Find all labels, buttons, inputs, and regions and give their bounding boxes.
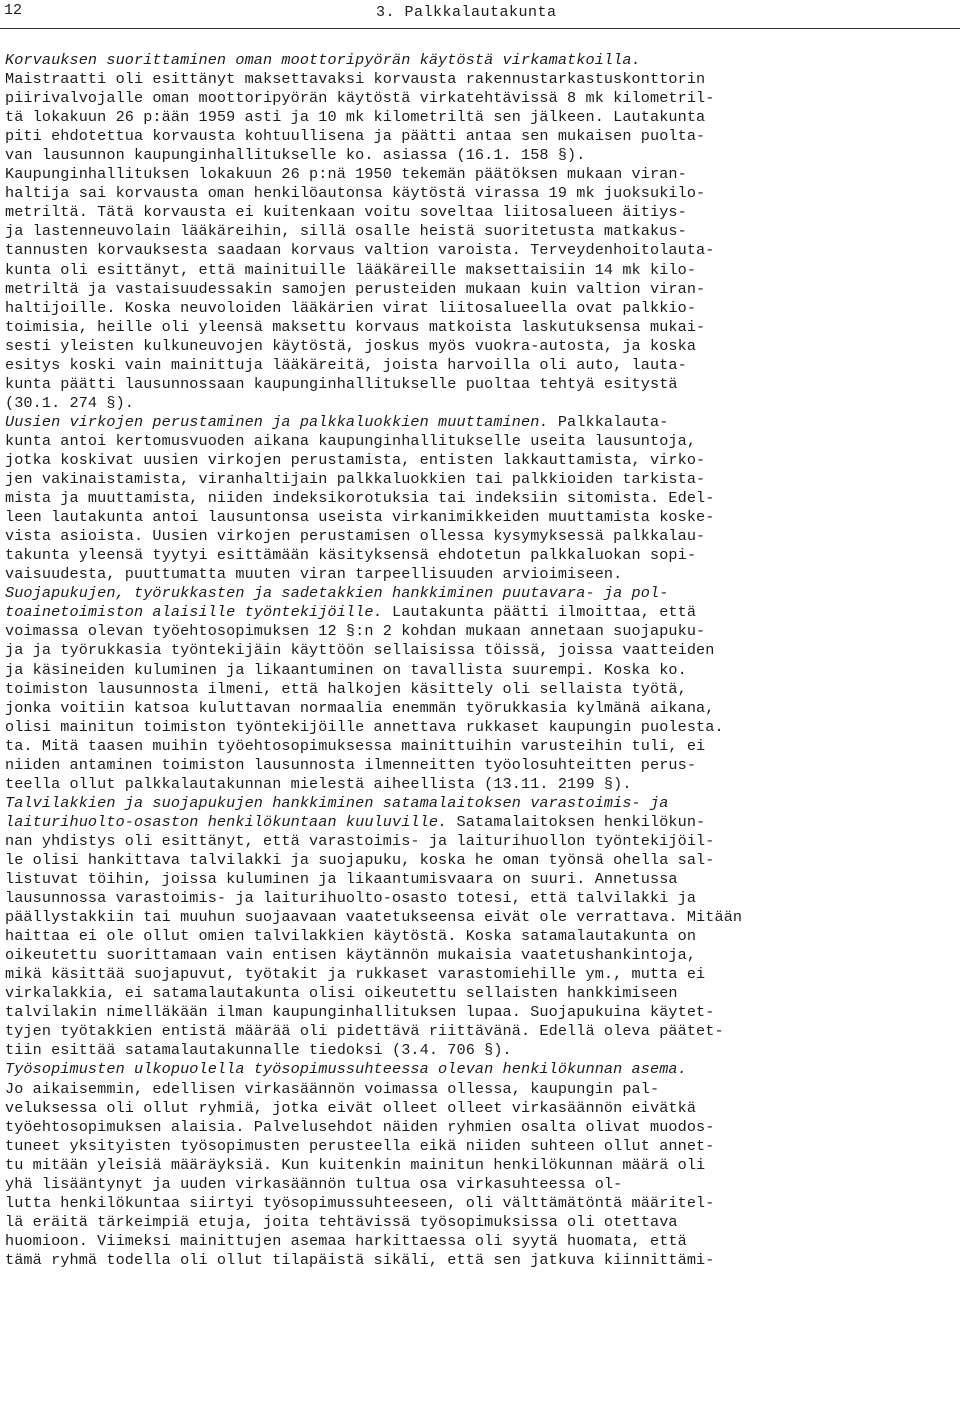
text-line (5, 184, 955, 203)
text-segment: lutta henkilökuntaa siirtyi työsopimussuhteeseen, oli välttämätöntä määritel- (5, 1193, 715, 1212)
text-segment: veluksessa oli ollut ryhmiä, jotka eivät olleet olleet virkasäännön eivätkä (5, 1098, 697, 1117)
text-line (5, 927, 955, 946)
text-segment: lä eräitä tärkeimpiä etuja, joita tehtävissä työsopimuksissa oli otettava (5, 1212, 678, 1231)
text-segment: mikä käsittää suojapuvut, työtakit ja rukkaset varastomiehille ym., mutta ei (5, 965, 706, 984)
text-line (5, 70, 955, 89)
text-segment: ja ja työrukkasia työntekijäin käyttöön sellaisissa töissä, joissa vaatteiden (5, 641, 715, 660)
text-segment: tiin esittää satamalautakunnalle tiedoksi (3.4. 706 §). (5, 1041, 512, 1060)
text-line (5, 337, 955, 356)
text-line (5, 241, 955, 260)
text-line (5, 356, 955, 375)
text-segment: haltijoille. Koska neuvoloiden lääkärien virat liitosalueella ovat palkkio- (5, 298, 697, 317)
text-segment: vista asioista. Uusien virkojen perustamisen ollessa kysymyksessä palkkalau- (5, 527, 706, 546)
text-segment: jotka koskivat uusien virkojen perustamista, entisten lakkauttamista, virko- (5, 450, 706, 469)
text-segment: metriltä ja vastaisuudessakin samojen perusteiden mukaan kuin valtion viran- (5, 279, 706, 298)
text-segment: Satamalaitoksen henkilökun- (447, 812, 706, 831)
text-line (5, 1194, 955, 1213)
text-line (5, 813, 955, 832)
text-segment: metriltä. Tätä korvausta ei kuitenkaan voitu soveltaa liitosalueen äitiys- (5, 203, 687, 222)
text-segment: lausunnossa varastoimis- ja laiturihuolto-osasto totesi, että talvilakki ja (5, 889, 697, 908)
text-line (5, 737, 955, 756)
text-segment: Lautakunta päätti ilmoittaa, että (382, 603, 697, 622)
text-segment: mista ja muuttamista, niiden indeksikorotuksia tai indeksiin sitomista. Edel- (5, 489, 715, 508)
text-line (5, 1137, 955, 1156)
text-segment: kunta oli esittänyt, että mainituille lääkäreille maksettaisiin 14 mk kilo- (5, 260, 697, 279)
text-segment: haittaa ei ole ollut omien talvilakkien käytöstä. Koska satamalautakunta on (5, 927, 697, 946)
page-header (0, 0, 960, 30)
text-line (5, 946, 955, 965)
text-line (5, 1022, 955, 1041)
text-line (5, 1060, 955, 1079)
text-line (5, 318, 955, 337)
text-line (5, 1099, 955, 1118)
text-line (5, 51, 955, 70)
text-segment: työehtosopimuksen alaisia. Palvelusehdot näiden ryhmien osalta olivat muodos- (5, 1117, 715, 1136)
section-heading: Suojapukujen, työrukkasten ja sadetakkien hankkiminen puutavara- ja pol- (5, 584, 669, 603)
text-line (5, 661, 955, 680)
text-segment: ja käsineiden kuluminen ja likaantuminen on tavallista suurempi. Koska ko. (5, 660, 687, 679)
text-line (5, 375, 955, 394)
text-segment: tannusten korvauksesta saadaan korvaus valtion varoista. Terveydenhoitolauta- (5, 241, 715, 260)
text-segment: leen lautakunta antoi lausuntonsa useista virkanimikkeiden muuttamista koske- (5, 508, 715, 527)
text-segment: takunta yleensä tyytyi esittämään käsityksensä ehdotetun palkkaluokan sopi- (5, 546, 697, 565)
text-segment: Palkkalauta- (548, 412, 669, 431)
text-line (5, 146, 955, 165)
text-line (5, 432, 955, 451)
section-heading: Uusien virkojen perustaminen ja palkkaluokkien muuttaminen. (5, 412, 549, 431)
text-line (5, 451, 955, 470)
text-line (5, 508, 955, 527)
text-line (5, 965, 955, 984)
text-line (5, 1041, 955, 1060)
text-segment: piti ehdotettua korvausta kohtuullisena ja päätti antaa sen mukaisen puolta- (5, 127, 706, 146)
text-line (5, 127, 955, 146)
section-heading: laiturihuolto-osaston henkilökuntaan kuuluville. (5, 812, 448, 831)
text-line (5, 908, 955, 927)
text-line (5, 203, 955, 222)
text-line (5, 680, 955, 699)
text-segment: toimisia, heille oli yleensä maksettu korvaus matkoista laskutuksensa mukai- (5, 317, 706, 336)
text-line (5, 622, 955, 641)
text-segment: Kaupunginhallituksen lokakuun 26 p:nä 1950 tekemän päätöksen mukaan viran- (5, 165, 687, 184)
text-segment: olisi mainitun toimiston työntekijöille annettava rukkaset kaupungin puolesta. (5, 717, 724, 736)
text-line (5, 565, 955, 584)
text-line (5, 299, 955, 318)
text-segment: jonka voitiin katsoa kuluttavan normaalia enemmän työrukkasia kylmänä aikana, (5, 698, 715, 717)
text-line (5, 889, 955, 908)
text-line (5, 527, 955, 546)
text-segment: vaisuudesta, puuttumatta muuten viran tarpeellisuuden arvioimiseen. (5, 565, 623, 584)
text-segment: sesti yleisten kulkuneuvojen käytöstä, joskus myös vuokra-autosta, ja koska (5, 336, 697, 355)
text-line (5, 1232, 955, 1251)
text-segment: listuvat töihin, joissa kuluminen ja likaantumisvaara on suuri. Annetussa (5, 870, 678, 889)
text-line (5, 832, 955, 851)
text-line (5, 280, 955, 299)
section-heading: Talvilakkien ja suojapukujen hankkiminen satamalaitoksen varastoimis- ja (5, 793, 669, 812)
running-title: 3. Palkkalautakunta (376, 4, 557, 21)
text-segment: kunta antoi kertomusvuoden aikana kaupunginhallitukselle useita lausuntoja, (5, 431, 697, 450)
text-line (5, 699, 955, 718)
text-line (5, 108, 955, 127)
text-line (5, 718, 955, 737)
text-segment: haltija sai korvausta oman henkilöautonsa käytöstä virassa 19 mk juoksukilo- (5, 184, 706, 203)
text-segment: päällystakkiin tai muuhun suojaavaan vaatetukseensa eivät ole verrattava. Mitään (5, 908, 743, 927)
text-line (5, 984, 955, 1003)
text-line (5, 165, 955, 184)
text-segment: esitys koski vain mainittuja lääkäreitä, joista harvoilla oli auto, lauta- (5, 355, 687, 374)
text-segment: van lausunnon kaupunginhallitukselle ko. asiassa (16.1. 158 §). (5, 146, 586, 165)
text-line (5, 1175, 955, 1194)
text-line (5, 394, 955, 413)
text-segment: tu mitään yleisiä määräyksiä. Kun kuitenkin mainitun henkilökunnan määrä oli (5, 1155, 706, 1174)
text-line (5, 1251, 955, 1270)
text-segment: tämä ryhmä todella oli ollut tilapäistä sikäli, että sen jatkuva kiinnittämi- (5, 1250, 715, 1269)
text-line (5, 756, 955, 775)
text-line (5, 89, 955, 108)
text-line (5, 775, 955, 794)
text-line (5, 489, 955, 508)
text-segment: le olisi hankittava talvilakki ja suojapuku, koska he oman työnsä ohella sal- (5, 850, 715, 869)
section-heading: toainetoimiston alaisille työntekijöille. (5, 603, 383, 622)
text-segment: niiden antaminen toimiston lausunnosta ilmenneitten työolosuhteitten perus- (5, 755, 697, 774)
text-segment: jen vakinaistamista, viranhaltijain palkkaluokkien tai palkkioiden tarkista- (5, 470, 706, 489)
text-segment: toimiston lausunnosta ilmeni, että halkojen käsittely oli sellaista työtä, (5, 679, 687, 698)
text-line (5, 1156, 955, 1175)
text-line (5, 1080, 955, 1099)
text-segment: oikeutettu suorittamaan vain entisen käytännön mukaisia vaatetushankintoja, (5, 946, 697, 965)
text-line (5, 794, 955, 813)
text-line (5, 1213, 955, 1232)
text-line (5, 546, 955, 565)
text-segment: ja lastenneuvolain lääkäreihin, sillä osalle heistä suoritetusta matkakus- (5, 222, 687, 241)
text-line (5, 413, 955, 432)
text-line (5, 1003, 955, 1022)
section-heading: Työsopimusten ulkopuolella työsopimussuhteessa olevan henkilökunnan asema. (5, 1060, 687, 1079)
text-segment: voimassa olevan työehtosopimuksen 12 §:n 2 kohdan mukaan annetaan suojapuku- (5, 622, 706, 641)
text-segment: teella ollut palkkalautakunnan mielestä aiheellista (13.11. 2199 §). (5, 774, 632, 793)
text-segment: Maistraatti oli esittänyt maksettavaksi korvausta rakennustarkastuskonttorin (5, 70, 706, 89)
text-segment: virkalakkia, ei satamalautakunta olisi oikeutettu sellaisten hankkimiseen (5, 984, 678, 1003)
text-segment: talvilakin nimelläkään ilman kaupunginhallituksen lupaa. Suojapukuina käytet- (5, 1003, 715, 1022)
text-segment: tyjen työtakkien entistä määrää oli pidettävä riittävänä. Edellä oleva päätet- (5, 1022, 724, 1041)
text-line (5, 584, 955, 603)
text-segment: huomioon. Viimeksi mainittujen asemaa harkittaessa oli syytä huomata, että (5, 1231, 687, 1250)
text-segment: piirivalvojalle oman moottoripyörän käytöstä virkatehtävissä 8 mk kilometril- (5, 89, 715, 108)
text-line (5, 641, 955, 660)
text-segment: ta. Mitä taasen muihin työehtosopimuksessa mainittuihin varusteihin tuli, ei (5, 736, 706, 755)
text-line (5, 470, 955, 489)
text-segment: (30.1. 274 §). (5, 393, 134, 412)
text-line (5, 261, 955, 280)
text-line (5, 1118, 955, 1137)
header-rule (0, 28, 960, 29)
body-text (5, 51, 955, 1270)
text-segment: tuneet yksityisten työsopimusten perusteella eikä niiden suhteen ollut annet- (5, 1136, 715, 1155)
text-segment: tä lokakuun 26 p:ään 1959 asti ja 10 mk kilometriltä sen jälkeen. Lautakunta (5, 108, 706, 127)
text-line (5, 603, 955, 622)
text-segment: kunta päätti lausunnossaan kaupunginhallitukselle puoltaa tehtyä esitystä (5, 374, 678, 393)
text-line (5, 222, 955, 241)
text-line (5, 851, 955, 870)
text-line (5, 870, 955, 889)
section-heading: Korvauksen suorittaminen oman moottoripyörän käytöstä virkamatkoilla. (5, 51, 641, 69)
page-number: 12 (4, 2, 23, 19)
text-segment: yhä lisääntynyt ja uuden virkasäännön tultua osa virkasuhteessa ol- (5, 1174, 623, 1193)
text-segment: nan yhdistys oli esittänyt, että varastoimis- ja laiturihuollon työntekijöil- (5, 831, 715, 850)
text-segment: Jo aikaisemmin, edellisen virkasäännön voimassa ollessa, kaupungin pal- (5, 1079, 660, 1098)
